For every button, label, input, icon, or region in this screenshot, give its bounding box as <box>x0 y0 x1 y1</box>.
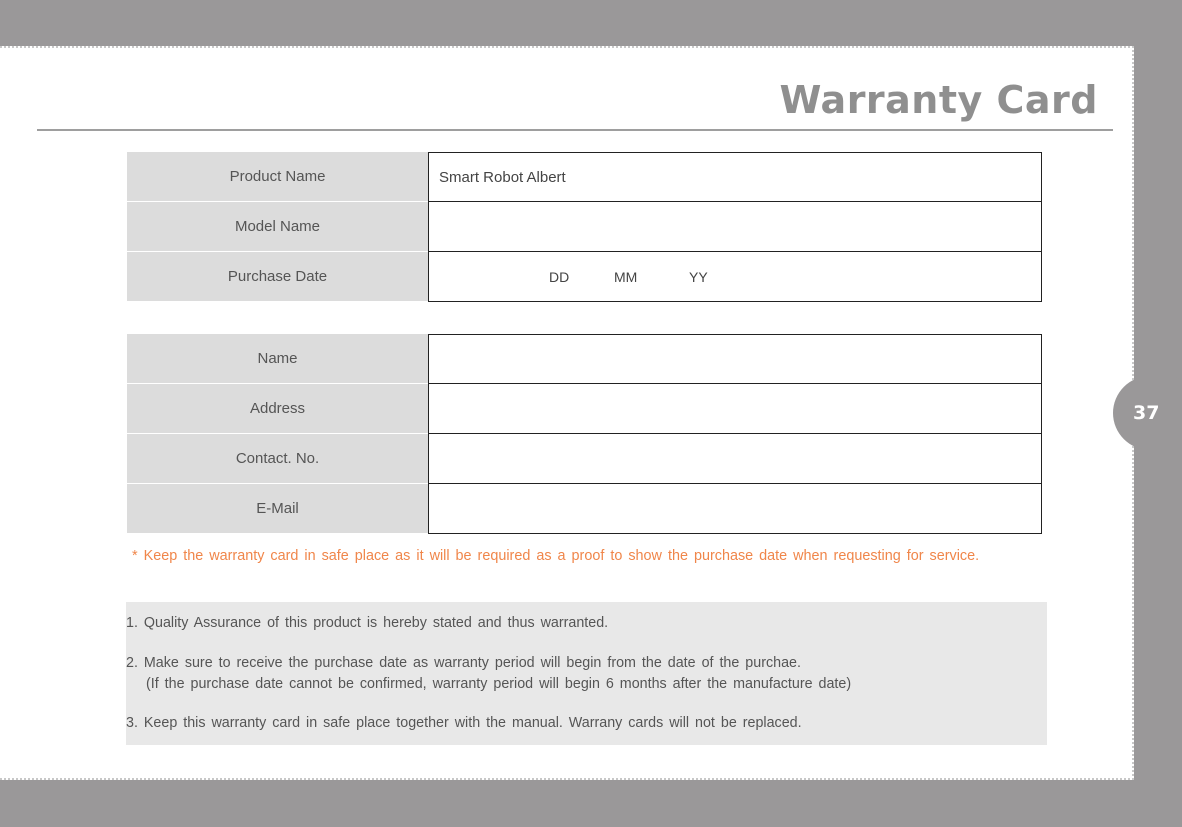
page-title: Warranty Card <box>779 78 1098 122</box>
terms-box <box>126 602 1047 745</box>
date-parts <box>439 269 708 285</box>
day-label: DD <box>549 268 570 285</box>
table-row <box>127 252 1042 302</box>
name-field[interactable] <box>428 334 1042 384</box>
term-item: 2. Make sure to receive the purchase date as warranty period will begin from the date of the purchae. <box>126 655 801 671</box>
table-row <box>127 484 1042 534</box>
table-row <box>127 152 1042 202</box>
table-row <box>127 384 1042 434</box>
product-name-label: Product Name <box>127 152 428 202</box>
table-row <box>127 334 1042 384</box>
warranty-notice: * Keep the warranty card in safe place as it will be required as a proof to show the purchase date when requesting for service. <box>132 548 980 564</box>
customer-info-table <box>127 334 1042 534</box>
contact-label: Contact. No. <box>127 434 428 484</box>
month-label: MM <box>614 268 638 285</box>
email-label: E-Mail <box>127 484 428 534</box>
page-number-tab: 37 <box>1113 376 1182 450</box>
year-label: YY <box>689 268 708 285</box>
name-label: Name <box>127 334 428 384</box>
term-item: 3. Keep this warranty card in safe place together with the manual. Warrany cards will not be replaced. <box>126 715 802 731</box>
model-name-field[interactable] <box>428 202 1042 252</box>
product-name-field[interactable]: Smart Robot Albert <box>428 152 1042 202</box>
term-item: 1. Quality Assurance of this product is hereby stated and thus warranted. <box>126 615 609 631</box>
table-row <box>127 434 1042 484</box>
email-field[interactable] <box>428 484 1042 534</box>
purchase-date-label: Purchase Date <box>127 252 428 302</box>
address-field[interactable] <box>428 384 1042 434</box>
term-note: (If the purchase date cannot be confirmed, warranty period will begin 6 months after the manufacture date) <box>146 676 852 692</box>
product-info-table <box>127 152 1042 302</box>
title-divider <box>37 129 1113 131</box>
table-row <box>127 202 1042 252</box>
contact-field[interactable] <box>428 434 1042 484</box>
model-name-label: Model Name <box>127 202 428 252</box>
purchase-date-field[interactable] <box>428 252 1042 302</box>
address-label: Address <box>127 384 428 434</box>
